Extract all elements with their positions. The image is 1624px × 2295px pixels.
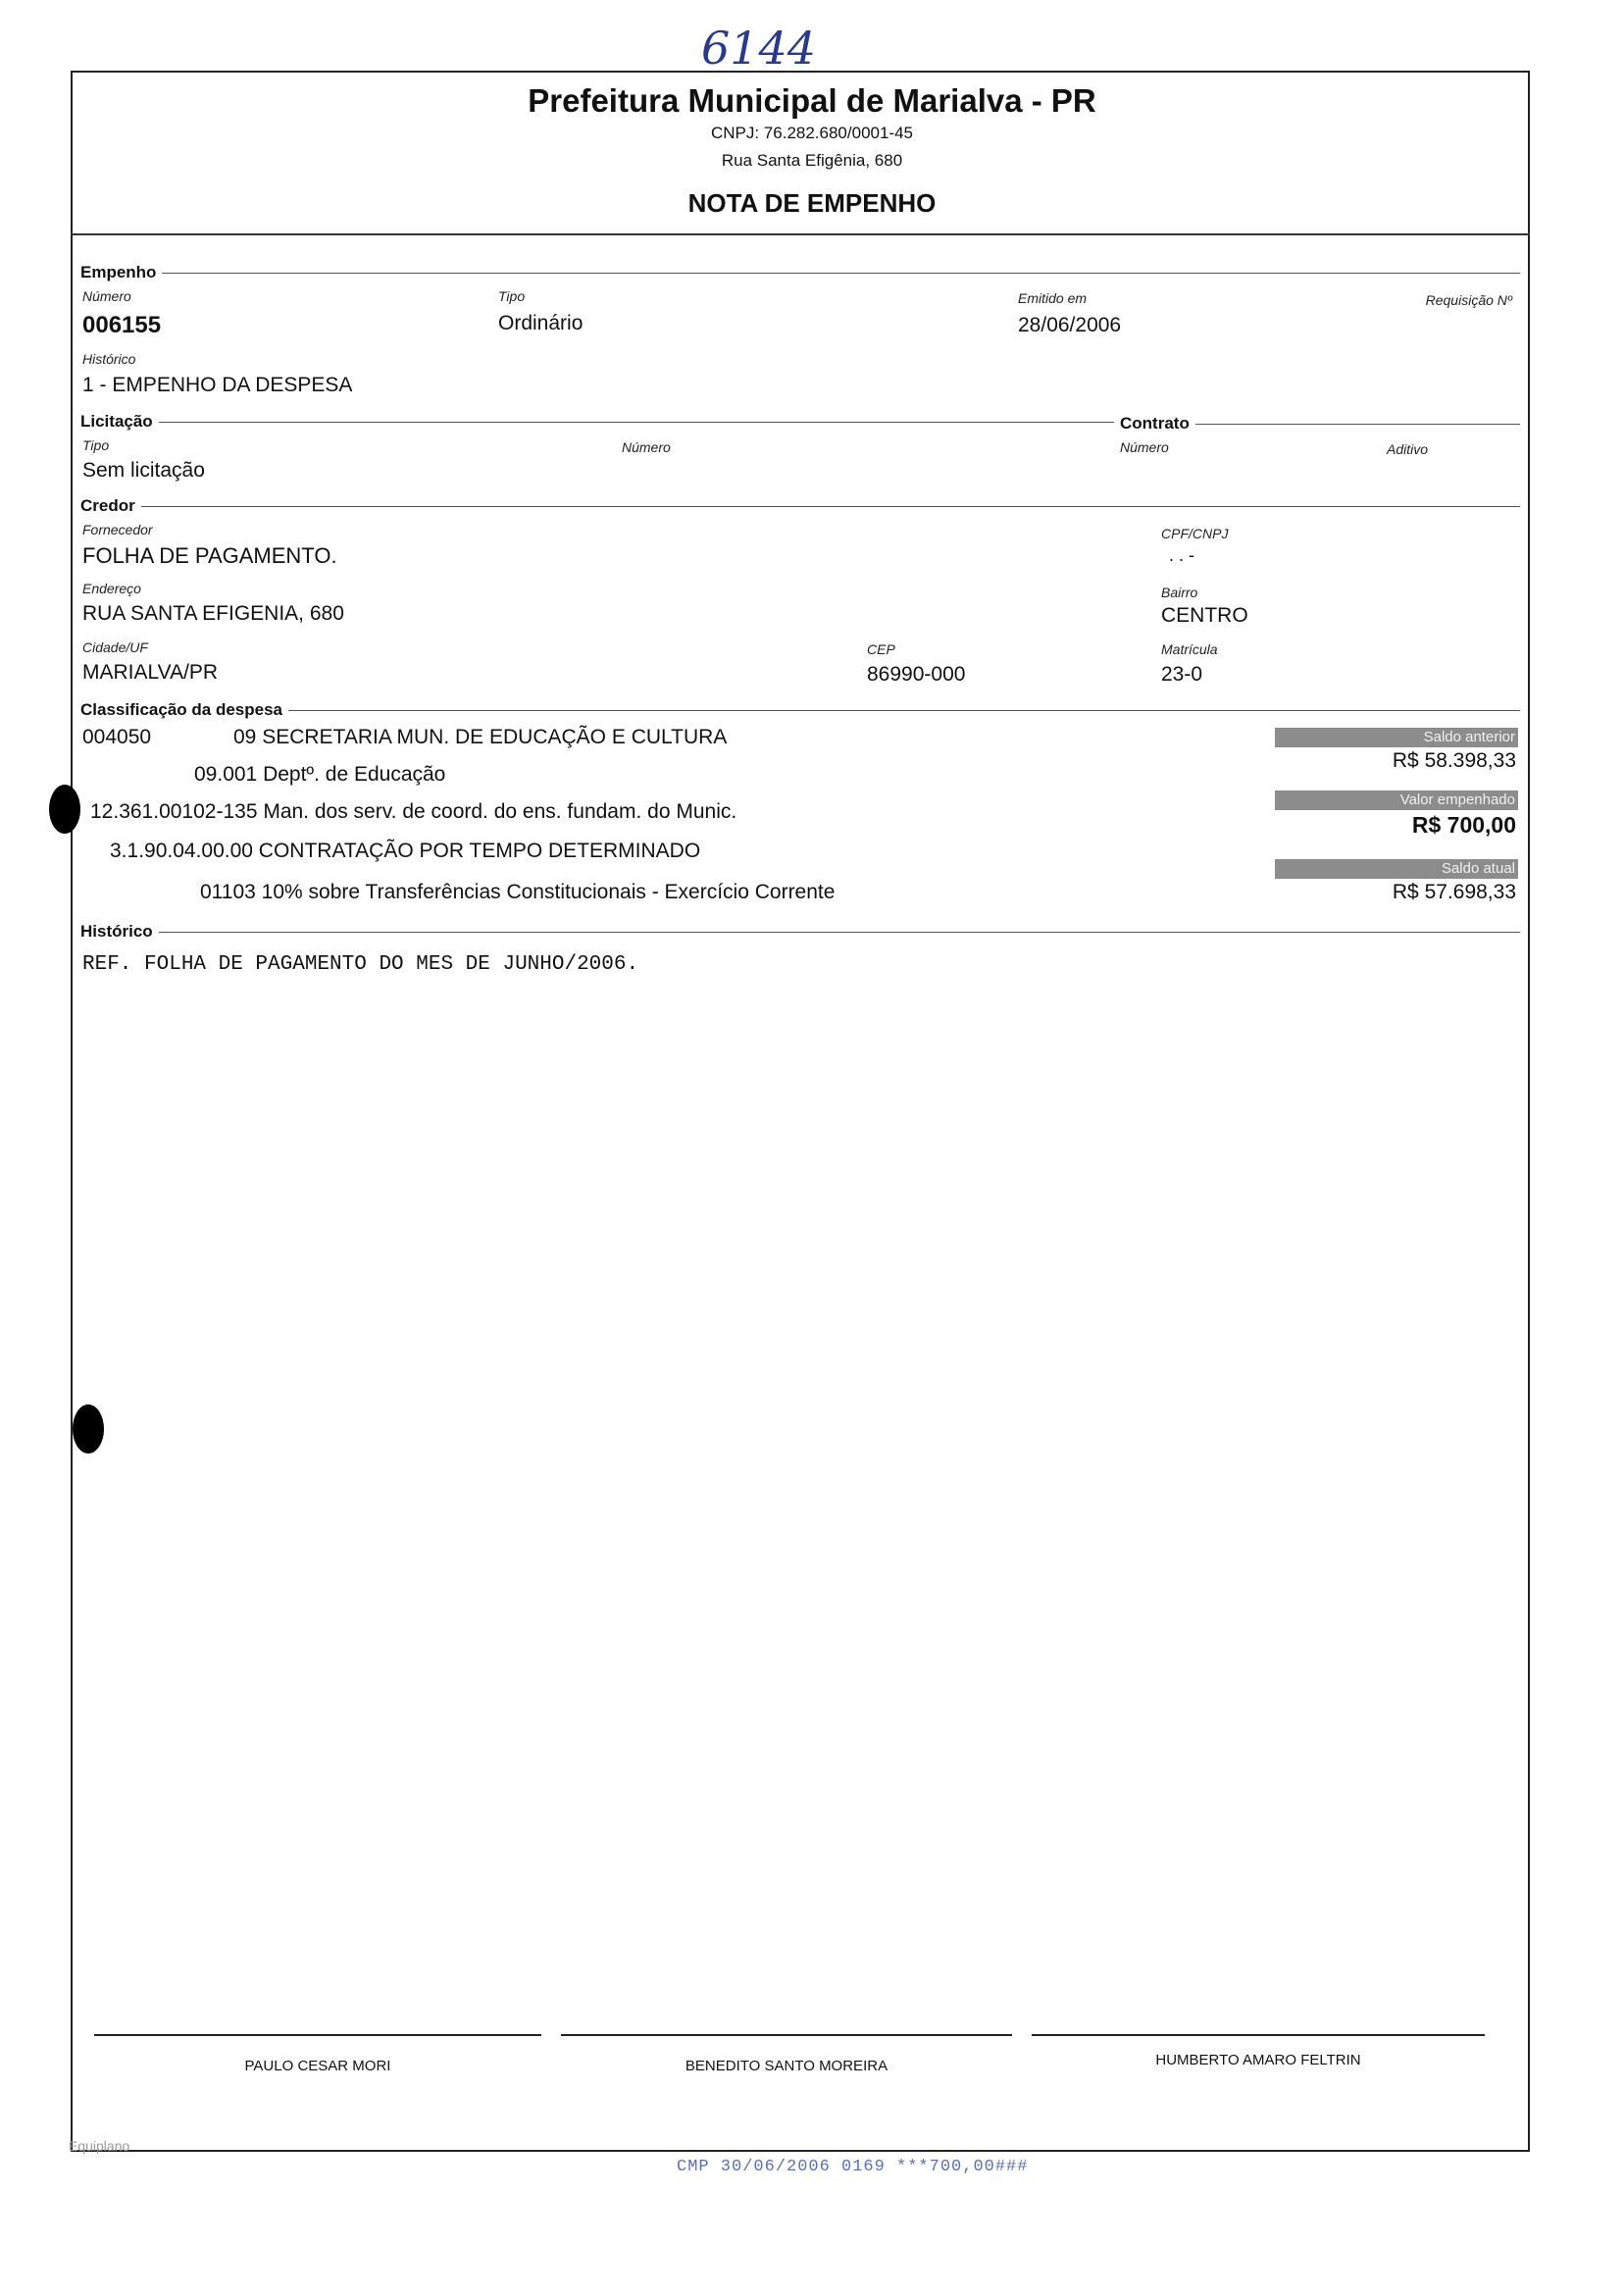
classificacao-programa: 12.361.00102-135 Man. dos serv. de coord. do ens. fundam. do Munic. (90, 800, 737, 823)
credor-endereco: RUA SANTA EFIGENIA, 680 (82, 602, 344, 625)
section-empenho (80, 263, 1520, 282)
signature-line-1 (94, 2034, 541, 2036)
credor-cidade: MARIALVA/PR (82, 661, 219, 684)
signature-line-2 (561, 2034, 1012, 2036)
signature-name-1: PAULO CESAR MORI (244, 2058, 391, 2074)
section-empenho-title: Empenho (80, 263, 157, 281)
punch-hole-bottom (73, 1404, 104, 1454)
credor-cpf-label: CPF/CNPJ (1161, 526, 1229, 541)
empenho-emitido-label: Emitido em (1018, 290, 1088, 306)
classificacao-code: 004050 (82, 726, 152, 748)
classificacao-secretaria: 09 SECRETARIA MUN. DE EDUCAÇÃO E CULTURA (233, 726, 728, 748)
cashier-stamp: CMP 30/06/2006 0169 ***700,00### (677, 2158, 1029, 2176)
section-credor (80, 496, 1520, 516)
document-title: NOTA DE EMPENHO (687, 188, 937, 218)
empenho-numero: 006155 (82, 312, 162, 338)
credor-cep: 86990-000 (867, 663, 966, 686)
header-cnpj: CNPJ: 76.282.680/0001-45 (710, 124, 914, 142)
contrato-aditivo-label: Aditivo (1387, 441, 1429, 457)
credor-cep-label: CEP (867, 641, 895, 657)
credor-bairro-label: Bairro (1161, 585, 1198, 600)
section-licitacao-title: Licitação (80, 412, 153, 431)
header-address: Rua Santa Efigênia, 680 (721, 151, 903, 170)
header-title: Prefeitura Municipal de Marialva - PR (528, 82, 1096, 119)
saldo-atual-label: Saldo atual (1275, 859, 1518, 879)
saldo-anterior-value: R$ 58.398,33 (1392, 749, 1516, 772)
contrato-numero-label: Número (1120, 439, 1169, 455)
section-licitacao (80, 412, 1114, 432)
credor-cpf: . . - (1169, 545, 1194, 565)
signature-name-3: HUMBERTO AMARO FELTRIN (1155, 2052, 1361, 2068)
valor-empenhado-value: R$ 700,00 (1411, 812, 1516, 838)
classificacao-elemento: 3.1.90.04.00.00 CONTRATAÇÃO POR TEMPO DETERMINADO (110, 840, 701, 862)
handwritten-number: 6144 (701, 22, 817, 75)
signature-name-2: BENEDITO SANTO MOREIRA (685, 2058, 888, 2074)
empenho-numero-label: Número (82, 288, 131, 304)
credor-cidade-label: Cidade/UF (82, 639, 148, 655)
empenho-tipo: Ordinário (498, 312, 584, 334)
valor-empenhado-label: Valor empenhado (1275, 790, 1518, 810)
section-contrato (1120, 414, 1520, 434)
saldo-anterior-label: Saldo anterior (1275, 728, 1518, 747)
historico-text: REF. FOLHA DE PAGAMENTO DO MES DE JUNHO/2006. (82, 953, 639, 976)
section-historico-title: Histórico (80, 922, 153, 941)
credor-fornecedor: FOLHA DE PAGAMENTO. (82, 543, 337, 568)
signature-line-3 (1032, 2034, 1485, 2036)
licitacao-numero-label: Número (622, 439, 671, 455)
credor-fornecedor-label: Fornecedor (82, 522, 153, 537)
empenho-emitido: 28/06/2006 (1018, 314, 1122, 336)
punch-hole-top (49, 785, 80, 834)
section-credor-title: Credor (80, 496, 135, 515)
classificacao-departamento: 09.001 Deptº. de Educação (194, 763, 446, 786)
licitacao-tipo: Sem licitação (82, 459, 205, 482)
section-contrato-title: Contrato (1120, 414, 1190, 433)
credor-matricula-label: Matrícula (1161, 641, 1218, 657)
header-divider (71, 233, 1530, 235)
empenho-historico: 1 - EMPENHO DA DESPESA (82, 374, 353, 396)
licitacao-tipo-label: Tipo (82, 437, 110, 453)
empenho-tipo-label: Tipo (498, 288, 526, 304)
credor-matricula: 23-0 (1161, 663, 1203, 686)
credor-bairro: CENTRO (1161, 604, 1248, 627)
section-classificacao-title: Classificação da despesa (80, 700, 283, 719)
classificacao-fonte: 01103 10% sobre Transferências Constitucionais - Exercício Corrente (200, 881, 836, 903)
empenho-historico-label: Histórico (82, 351, 136, 367)
section-classificacao (80, 700, 1520, 720)
credor-endereco-label: Endereço (82, 581, 141, 596)
empenho-requisicao-label: Requisição Nº (1425, 292, 1512, 308)
saldo-atual-value: R$ 57.698,33 (1392, 881, 1516, 903)
footer-brand: Equiplano (69, 2138, 130, 2154)
section-historico (80, 922, 1520, 942)
